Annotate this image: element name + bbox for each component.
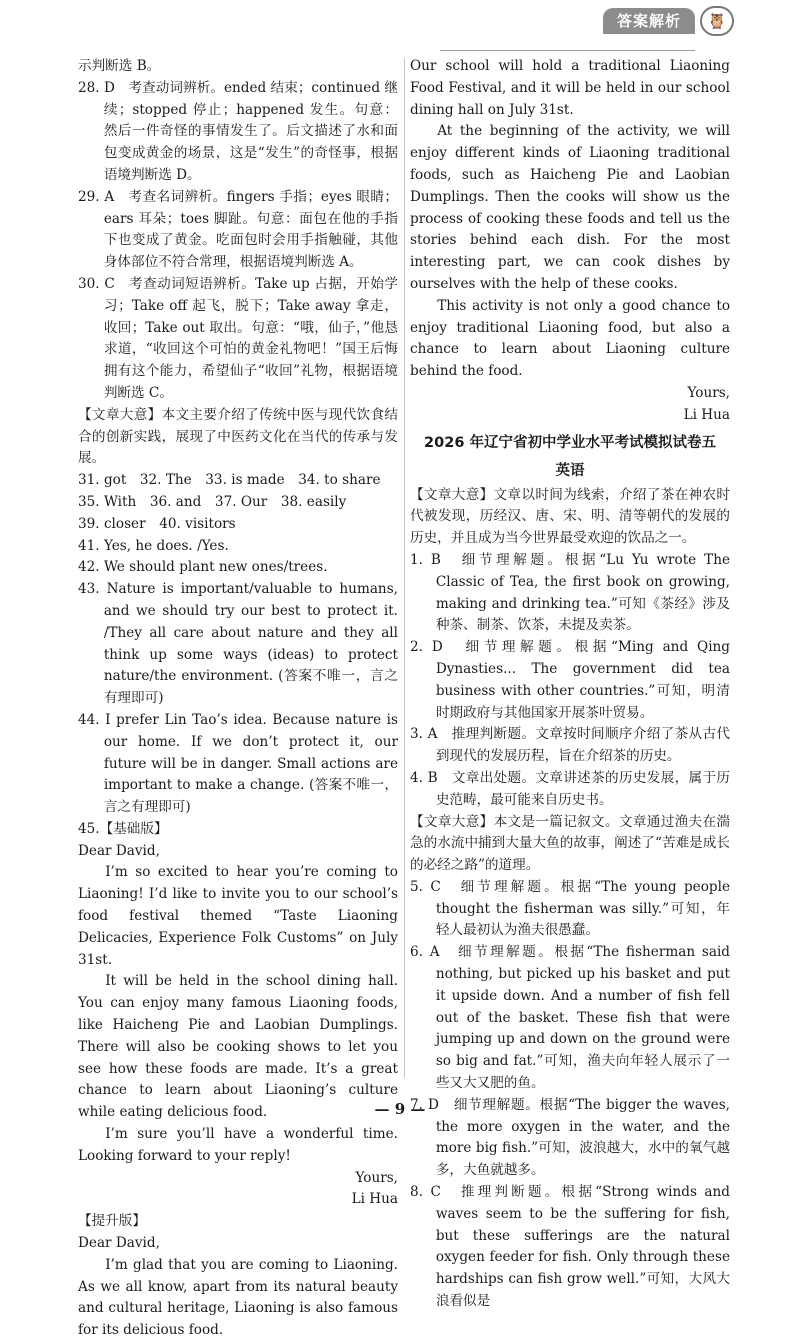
right-column-top-paragraph: Yours,: [687, 384, 730, 401]
page-number: — 9 —: [374, 1100, 426, 1118]
left-column-paragraph: Dear David,: [78, 1235, 160, 1252]
left-column-paragraph: 45.【基础版】: [78, 820, 168, 837]
column-divider: [404, 58, 405, 1078]
right-column-bottom-paragraph: 【文章大意】本文是一篇记叙文。文章通过渔夫在湍急的水流中捕到大量大鱼的故事，阐述了“苦难是成长的必经之路”的道理。: [410, 813, 730, 874]
right-column: [410, 56, 730, 1313]
left-column-paragraph: Li Hua: [351, 1191, 398, 1208]
left-column-paragraph: 【提升版】: [78, 1213, 146, 1230]
left-column-paragraph: 42. We should plant new ones/trees.: [78, 559, 328, 576]
right-column-top-paragraph: Li Hua: [683, 406, 730, 423]
right-column-bottom-paragraph: 2. D 细节理解题。根据“Ming and Qing Dynasties... The government did tea business with other countries.”可知，明清时期政府与其他国家开展茶叶贸易。: [410, 639, 730, 721]
right-column-top-paragraph: Our school will hold a traditional Liaoning Food Festival, and it will be held in our school dining hall on July 31st.: [410, 58, 730, 118]
right-column-bottom: [410, 485, 730, 1313]
right-column-top-paragraph: This activity is not only a good chance to enjoy traditional Liaoning food, but also a chance to learn about Liaoning culture behind the food.: [410, 297, 730, 380]
right-column-top-paragraph: At the beginning of the activity, we will enjoy different kinds of Liaoning traditional foods, such as Haicheng Pie and Laobian Dumplings. Then the cooks will show us the process of cooking these foods and tell us the stories behind each dish. For the most interesting part, we can cook dishes by ourselves with the help of these cooks.: [410, 123, 730, 292]
left-column-paragraph: 示判断选 B。: [78, 58, 161, 74]
owl-logo-icon: 🦉: [700, 6, 734, 36]
right-column-top: [410, 56, 730, 427]
header-rule: [440, 50, 695, 51]
left-column-paragraph: 31. got 32. The 33. is made 34. to share: [78, 472, 381, 489]
right-column-bottom-paragraph: 1. B 细节理解题。根据“Lu Yu wrote The Classic of Tea, the first book on growing, making and drinking tea.”可知《茶经》涉及种茶、制茶、饮茶，未提及卖茶。: [410, 551, 730, 634]
right-column-bottom-paragraph: 5. C 细节理解题。根据“The young people thought the fisherman was silly.”可知，年轻人最初认为渔夫很愚蠢。: [410, 878, 730, 939]
left-column-paragraph: I’m so excited to hear you’re coming to Liaoning! I’d like to invite you to our school’s food festival themed “Taste Liaoning Delicacies, Experience Folk Customs” on July 31st.: [78, 864, 398, 968]
exam-subject: 英语: [555, 462, 585, 479]
right-column-bottom-paragraph: 8. C 推理判断题。根据“Strong winds and waves seem to be the suffering for fish, but these sufferings are the natural oxygen feeder for fish. Only through these hardships can fish grow well.”可知，大风大浪看似是: [410, 1184, 730, 1310]
left-column: [78, 56, 398, 1342]
left-column-paragraph: 30. C 考查动词短语辨析。Take up 占据，开始学习；Take off 起飞，脱下；Take away 拿走，收回；Take out 取出。句意：“哦，仙子，”他恳求道，“收回这个可怕的黄金礼物吧！”国王后悔拥有这个能力，希望仙子“收回”礼物，根据语境判断选 C。: [78, 275, 398, 401]
left-column-paragraph: 35. With 36. and 37. Our 38. easily: [78, 493, 347, 510]
exam-title: 2026 年辽宁省初中学业水平考试模拟试卷五: [424, 434, 716, 451]
right-column-bottom-paragraph: 7. D 细节理解题。根据“The bigger the waves, the more oxygen in the water, and the more big fish.”可知，波浪越大，水中的氧气越多，大鱼就越多。: [410, 1096, 730, 1179]
left-column-paragraph: 41. Yes, he does. /Yes.: [78, 537, 229, 554]
right-column-bottom-paragraph: 4. B 文章出处题。文章讲述茶的历史发展，属于历史范畴，最可能来自历史书。: [410, 769, 730, 808]
right-column-bottom-paragraph: 6. A 细节理解题。根据“The fisherman said nothing, but picked up his basket and put it upside down. And a number of fish fell out of the basket. These fish that were jumping up and down on the ground were so big and fat.”可知，渔夫向年轻人展示了一些又大又肥的鱼。: [410, 944, 730, 1092]
left-column-paragraph: 29. A 考查名词辨析。fingers 手指；eyes 眼睛；ears 耳朵；toes 脚趾。句意：面包在他的手指下也变成了黄金。吃面包时会用手指触碰，其他身体部位不符合常理，根据语境判断选 A。: [78, 188, 398, 271]
left-column-paragraph: 44. I prefer Lin Tao’s idea. Because nature is our home. If we don’t protect it, our future will be in danger. Small actions are important to make a change. (答案不唯一，言之有理即可): [78, 711, 398, 816]
right-column-bottom-paragraph: 3. A 推理判断题。文章按时间顺序介绍了茶从古代到现代的发展历程，旨在介绍茶的历史。: [410, 726, 730, 765]
left-column-paragraph: 39. closer 40. visitors: [78, 515, 236, 532]
left-column-paragraph: Dear David,: [78, 842, 160, 859]
left-column-paragraph: It will be held in the school dining hall. You can enjoy many famous Liaoning foods, like Haicheng Pie and Laobian Dumplings. There will also be cooking shows to let you see how these foods are made. It’s a great chance to learn about Liaoning’s culture while eating delicious food.: [78, 973, 398, 1121]
section-tab: 答案解析: [603, 8, 695, 34]
left-column-paragraph: I’m sure you’ll have a wonderful time. Looking forward to your reply!: [78, 1126, 398, 1164]
right-column-bottom-paragraph: 【文章大意】文章以时间为线索，介绍了茶在神农时代被发现，历经汉、唐、宋、明、清等朝代的发展的历史，并且成为当今世界最受欢迎的饮品之一。: [410, 486, 730, 547]
left-column-paragraph: Yours,: [355, 1169, 398, 1186]
left-column-paragraph: 【文章大意】本文主要介绍了传统中医与现代饮食结合的创新实践，展现了中医药文化在当代的传承与发展。: [78, 406, 398, 467]
left-column-paragraph: I’m glad that you are coming to Liaoning. As we all know, apart from its natural beauty and cultural heritage, Liaoning is also famous for its delicious food.: [78, 1256, 398, 1339]
left-column-paragraph: 28. D 考查动词辨析。ended 结束；continued 继续；stopped 停止；happened 发生。句意：然后一件奇怪的事情发生了。后文描述了水和面包变成黄金的场景，这是“发生”的奇怪事，根据语境判断选 D。: [78, 79, 398, 183]
left-column-paragraph: 43. Nature is important/valuable to humans, and we should try our best to protect it. /They all care about nature and they all think up some ways (ideas) to protect nature/the environment. (答案不唯一，言之有理即可): [78, 581, 398, 707]
